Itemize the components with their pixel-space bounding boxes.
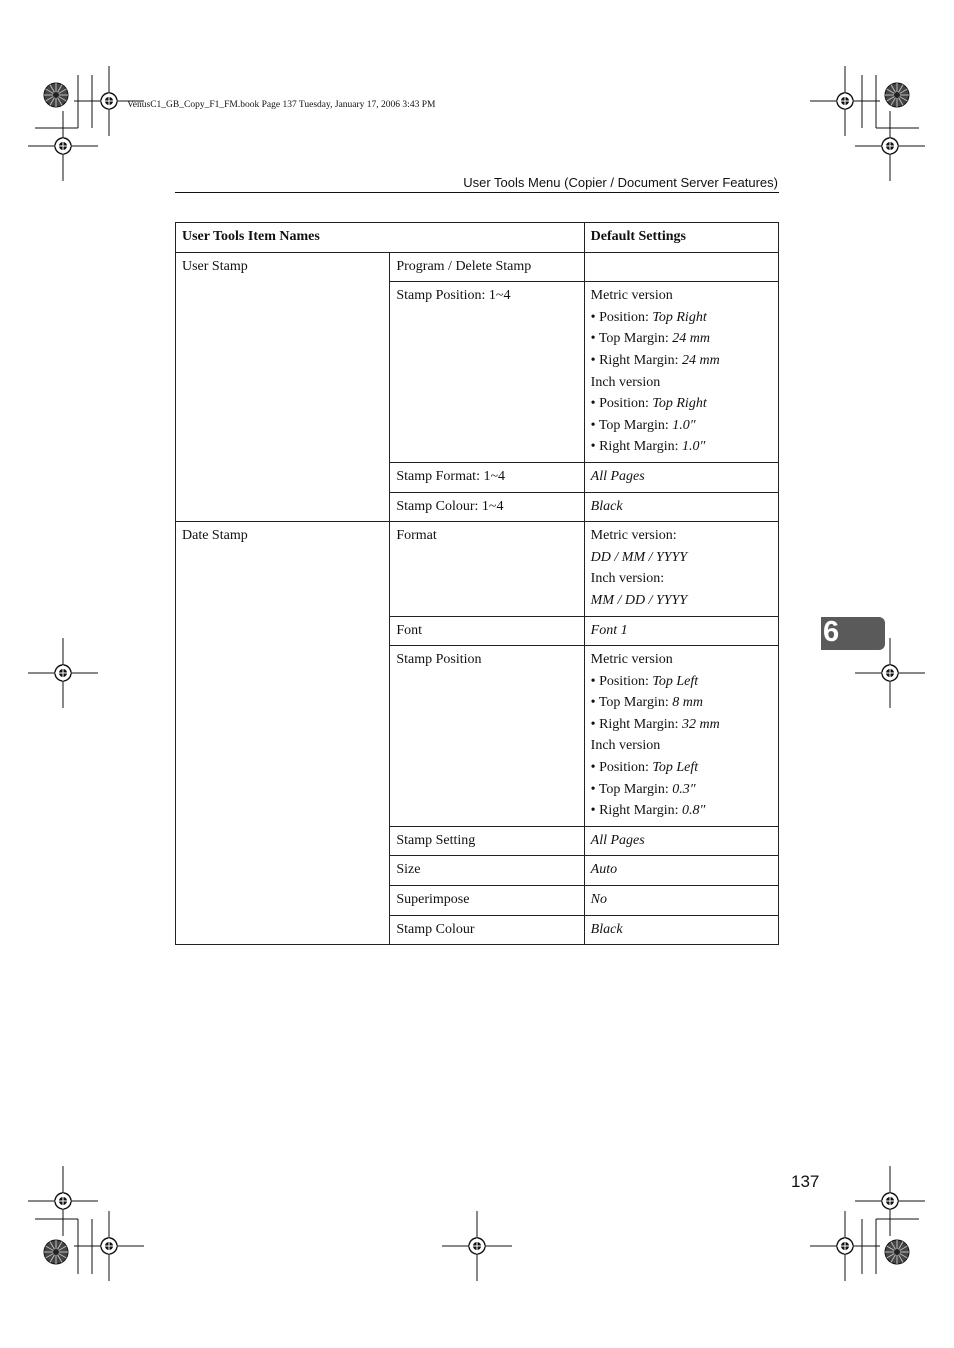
registration-crosshair-icon	[28, 1166, 98, 1236]
item-font: Font	[390, 616, 584, 646]
list-item: • Position: Top Left	[590, 673, 699, 689]
header-rule	[175, 192, 779, 193]
list-item: • Right Margin: 32 mm	[590, 716, 720, 732]
header-default-settings: Default Settings	[584, 223, 778, 253]
registration-crosshair-icon	[28, 638, 98, 708]
item-stamp-position: Stamp Position: 1~4	[390, 282, 584, 463]
color-wheel-icon	[44, 83, 68, 107]
registration-crosshair-icon	[810, 66, 880, 136]
inch-label: Inch version	[590, 738, 661, 754]
table-header-row	[176, 223, 779, 253]
chapter-tab	[821, 617, 885, 650]
item-program-delete-stamp: Program / Delete Stamp	[390, 252, 584, 282]
default-stamp-colour: Black	[584, 492, 778, 522]
list-item: • Right Margin: 0.8″	[590, 803, 706, 819]
metric-value: DD / MM / YYYY	[590, 549, 688, 565]
item-date-stamp-position: Stamp Position	[390, 646, 584, 827]
registration-crosshair-icon	[855, 111, 925, 181]
default-stamp-format: All Pages	[584, 462, 778, 492]
list-item: • Top Margin: 1.0″	[590, 417, 696, 433]
metric-label: Metric version:	[590, 528, 677, 544]
list-item: • Position: Top Left	[590, 760, 699, 776]
header-item-names: User Tools Item Names	[176, 223, 585, 253]
item-size: Size	[390, 856, 584, 886]
registration-crosshair-icon	[855, 1166, 925, 1236]
item-stamp-format: Stamp Format: 1~4	[390, 462, 584, 492]
running-header: User Tools Menu (Copier / Document Server Features)	[463, 175, 778, 190]
book-info-line: VenusC1_GB_Copy_F1_FM.book Page 137 Tuesday, January 17, 2006 3:43 PM	[127, 100, 436, 110]
list-item: • Top Margin: 8 mm	[590, 695, 703, 711]
metric-label: Metric version	[590, 288, 673, 304]
registration-crosshair-icon	[442, 1211, 512, 1281]
default-superimpose: No	[584, 886, 778, 916]
default-date-stamp-colour: Black	[584, 915, 778, 945]
color-wheel-icon	[885, 1240, 909, 1264]
color-wheel-icon	[885, 83, 909, 107]
item-superimpose: Superimpose	[390, 886, 584, 916]
default-stamp-position	[584, 282, 778, 463]
default-size: Auto	[584, 856, 778, 886]
registration-crosshair-icon	[28, 111, 98, 181]
metric-label: Metric version	[590, 652, 673, 668]
list-item: • Position: Top Right	[590, 309, 707, 325]
list-item: • Right Margin: 24 mm	[590, 352, 720, 368]
inch-value: MM / DD / YYYY	[590, 592, 688, 608]
list-item: • Top Margin: 0.3″	[590, 781, 696, 797]
table-row	[176, 522, 779, 616]
default-date-stamp-position	[584, 646, 778, 827]
item-stamp-setting: Stamp Setting	[390, 826, 584, 856]
item-stamp-colour: Stamp Colour: 1~4	[390, 492, 584, 522]
page-number: 137	[791, 1172, 820, 1191]
default-program-delete-stamp	[584, 252, 778, 282]
chapter-tab-number: 6	[823, 616, 840, 648]
list-item: • Right Margin: 1.0″	[590, 439, 706, 455]
list-item: • Position: Top Right	[590, 396, 707, 412]
item-date-stamp: Date Stamp	[176, 522, 390, 945]
color-wheel-icon	[44, 1240, 68, 1264]
list-item: • Top Margin: 24 mm	[590, 331, 710, 347]
default-date-format	[584, 522, 778, 616]
table-row	[176, 252, 779, 282]
default-font: Font 1	[584, 616, 778, 646]
item-date-stamp-colour: Stamp Colour	[390, 915, 584, 945]
item-date-format: Format	[390, 522, 584, 616]
user-tools-settings-table	[175, 222, 779, 945]
default-stamp-setting: All Pages	[584, 826, 778, 856]
item-user-stamp: User Stamp	[176, 252, 390, 522]
registration-crosshair-icon	[810, 1211, 880, 1281]
inch-label: Inch version	[590, 374, 661, 390]
inch-label: Inch version:	[590, 571, 665, 587]
registration-crosshair-icon	[74, 1211, 144, 1281]
